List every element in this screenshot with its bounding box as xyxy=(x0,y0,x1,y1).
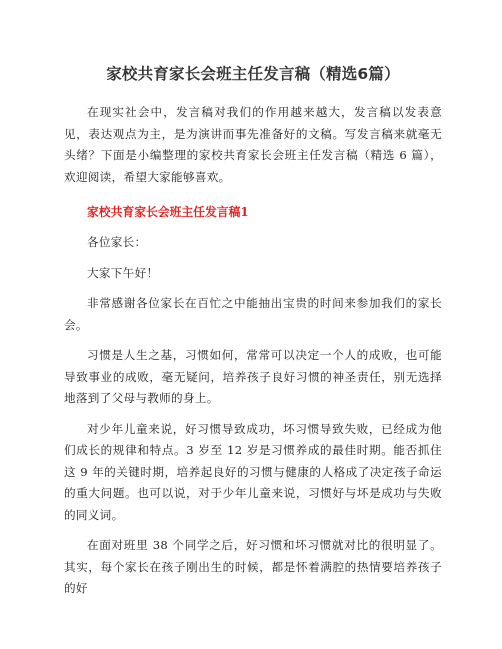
intro-paragraph: 在现实社会中，发言稿对我们的作用越来越大，发言稿以发表意见，表达观点为主，是为演讲而事先准备好的文稿。写发言稿来就毫无头绪？下面是小编整理的家校共育家长会班主任发言稿（精选 6 篇），欢迎阅读，希望大家能够喜欢。 xyxy=(64,105,442,184)
body-paragraph: 习惯是人生之基，习惯如何，常常可以决定一个人的成败，也可能导致事业的成败，毫无疑问，培养孩子良好习惯的神圣责任，别无选择地落到了父母与教师的身上。 xyxy=(64,348,442,405)
body-paragraph: 各位家长： xyxy=(87,235,147,249)
document-title: 家校共育家长会班主任发言稿（精选6篇） xyxy=(106,65,400,83)
section-heading: 家校共育家长会班主任发言稿1 xyxy=(87,205,249,219)
body-paragraph: 大家下午好！ xyxy=(87,265,159,280)
body-paragraph: 在面对班里 38 个同学之后，好习惯和坏习惯就对比的很明显了。其实，每个家长在孩子刚出生的时候，都是怀着满腔的热情要培养孩子的好 xyxy=(64,538,442,595)
document-page xyxy=(64,62,442,609)
body-paragraph: 非常感谢各位家长在百忙之中能抽出宝贵的时间来参加我们的家长会。 xyxy=(64,296,442,332)
body-paragraph: 对少年儿童来说，好习惯导致成功，坏习惯导致失败，已经成为他们成长的规律和特点。3 岁至 12 岁是习惯养成的最佳时期。能否抓住这 9 年的关键时期，培养起良好的习惯与健康的人格成了决定孩子命运的重大问题。也可以说，对于少年儿童来说，习惯好与坏是成功与失败的同义词。 xyxy=(64,421,442,522)
